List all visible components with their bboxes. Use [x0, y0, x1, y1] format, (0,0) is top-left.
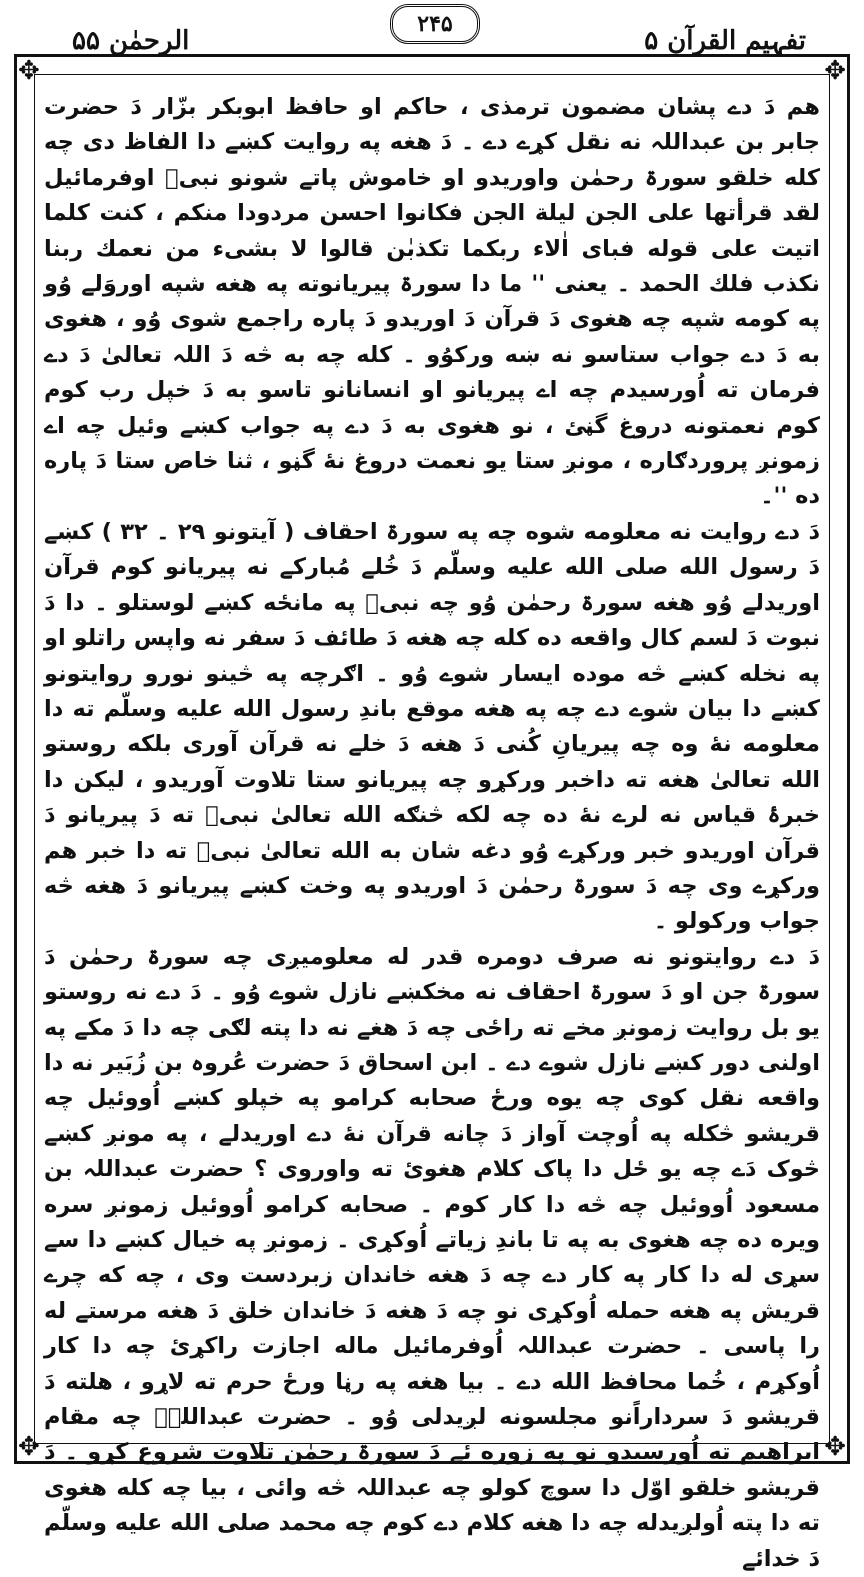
body-text	[44, 90, 820, 1572]
corner-ornament-icon: ✥	[18, 1432, 40, 1462]
paragraph: هم دَ دے پشان مضمون ترمذی ، حاکم او حافظ ابوبکر بزّار دَ حضرت جابر بن عبداللہ نه نقل کړے دے ۔ دَ هغه په روایت کښے دا الفاظ دی چه کله خلقو سورۃ رحمٰن واوریدو او خاموش پاتے شونو نبیؐ اوفرمائیل لقد قرأتھا علی الجن لیلة الجن فکانوا احسن مردودا منکم ، کنت کلما اتیت علی قوله فبای اٰلاء ربکما تکذبٰن قالوا لا بشیء من نعمك ربنا نکذب فلك الحمد ۔ یعنی '' ما دا سورۃ پیریانوته په هغه شپه اوروَلے وُو په کومه شپه چه هغوی دَ قرآن دَ اوریدو دَ پاره راجمع شوی وُو ، هغوی به دَ دے جواب ستاسو نه ښه ورکوُو ۔ کله چه به څه دَ اللہ تعالیٰ دَ دے فرمان ته اُورسیدم چه اے پیریانو او انسانانو تاسو به دَ خپل رب کوم کوم نعمتونه دروغ گڼئ ، نو هغوی به دَ دے په جواب کښے وئیل چه اے زمونږ پروردګاره ، مونږ ستا یو نعمت دروغ نهٔ گڼو ، ثنا خاص ستا دَ پاره ده ''۔	[44, 94, 820, 510]
book-title: تفہیم القرآن ۵	[644, 26, 806, 56]
paragraph: دَ دے روایتونو نه صرف دومره قدر له معلومیږی چه سورۃ رحمٰن دَ سورۃ جن او دَ سورۃ احقاف نه مخکښے نازل شوے وُو ۔ دَ دے نه روستو یو بل روایت زمونږ مخے ته راځی چه دَ هغے نه دا پته لګی چه دا دَ مکے په اولنی دور کښے نازل شوے دے ۔ ابن اسحاق دَ حضرت عُروہ بن زُبَیر نه دا واقعه نقل کوی چه یوه ورځ صحابه کرامو په خپلو کښے اُووئیل چه قریشو څکله په اُوچت آواز دَ چانه قرآن نهٔ دے اوریدلے ، په مونږ کښے څوک دَے چه یو ځل دا پاک کلام هغوئ ته واوروی ؟ حضرت عبداللہ بن مسعود اُووئیل چه څه دا کار کوم ۔ صحابه کرامو اُووئیل زمونږ سره ویره ده چه هغوی به په تا باندِ زیاتے اُوکړی ۔ زمونږ په خیال کښے دا سے سړی له دا کار په کار دے چه دَ هغه خاندان زبردست وی ، چه که چرے قریش په هغه حمله اُوکړی نو چه دَ هغه دَ خاندان خلق دَ هغه مرستے له را پاسی ۔ حضرت عبداللہ اُوفرمائیل ماله اجازت راکړئ چه دا کار اُوکړم ، خُما محافظ الله دے ۔ بیا هغه په رڼا ورځ حرم ته لاړو ، هلته دَ قریشو دَ سرداراًنو مجلسونه لږیدلی وُو ۔ حضرت عبداللہؓ چه مقام ابراهیم ته اُورسیدو نو په زوره ئے دَ سورۃ رحمٰن تلاوت شروع کړو ۔ دَ قریشو خلقو اوّل دا سوچ کولو چه عبداللہ څه وائی ، بیا چه کله هغوی ته دا پته اُولږیدله چه دا هغه کلام دے کوم چه محمد صلی الله علیه وسلّم دَ خدائے	[44, 943, 820, 1572]
corner-ornament-icon: ✥	[824, 1432, 846, 1462]
paragraph: دَ دے روایت نه معلومه شوه چه په سورۃ احقاف ( آیتونو ۲۹ ۔ ۳۲ ) کښے دَ رسول الله صلی الله علیه وسلّم دَ خُلے مُبارکے نه پیریانو کوم قرآن اوریدلے وُو هغه سورۃ رحمٰن وُو چه نبیؐ په مانځه کښے لوستلو ۔ دا دَ نبوت دَ لسم کال واقعه ده کله چه هغه دَ طائف دَ سفر نه واپس راتلو او په نخله کښے څه موده ایسار شوے وُو ۔ اګرچه په څینو نورو روایتونو کښے دا بیان شوے دے چه په هغه موقع باندِ رسول الله علیه وسلّم ته دا معلومه نهٔ وه چه پیریانِ کُنی دَ هغه دَ خلے نه قرآن آوری بلکه روستو الله تعالیٰ هغه ته داخبر ورکړو چه پیریانو ستا تلاوت آوریدو ، لیکن دا خبرۂ قیاس نه لرے نهٔ ده چه لکه څنګه الله تعالیٰ نبیؐ ته دَ پیریانو دَ قرآن اوریدو خبر ورکړے وُو دغه شان به الله تعالیٰ نبیؐ ته دا خبر هم ورکړے وی چه دَ سورۃ رحمٰن دَ اوریدو په وخت کښے پیریانو دَ هغه څه جواب ورکولو ۔	[44, 518, 820, 935]
corner-ornament-icon: ✥	[824, 56, 846, 86]
page-header	[0, 0, 864, 58]
surah-title: الرحمٰن ۵۵	[72, 26, 190, 56]
page-number: ۲۴۵	[417, 11, 453, 37]
page-number-medallion	[390, 4, 480, 44]
corner-ornament-icon: ✥	[18, 56, 40, 86]
